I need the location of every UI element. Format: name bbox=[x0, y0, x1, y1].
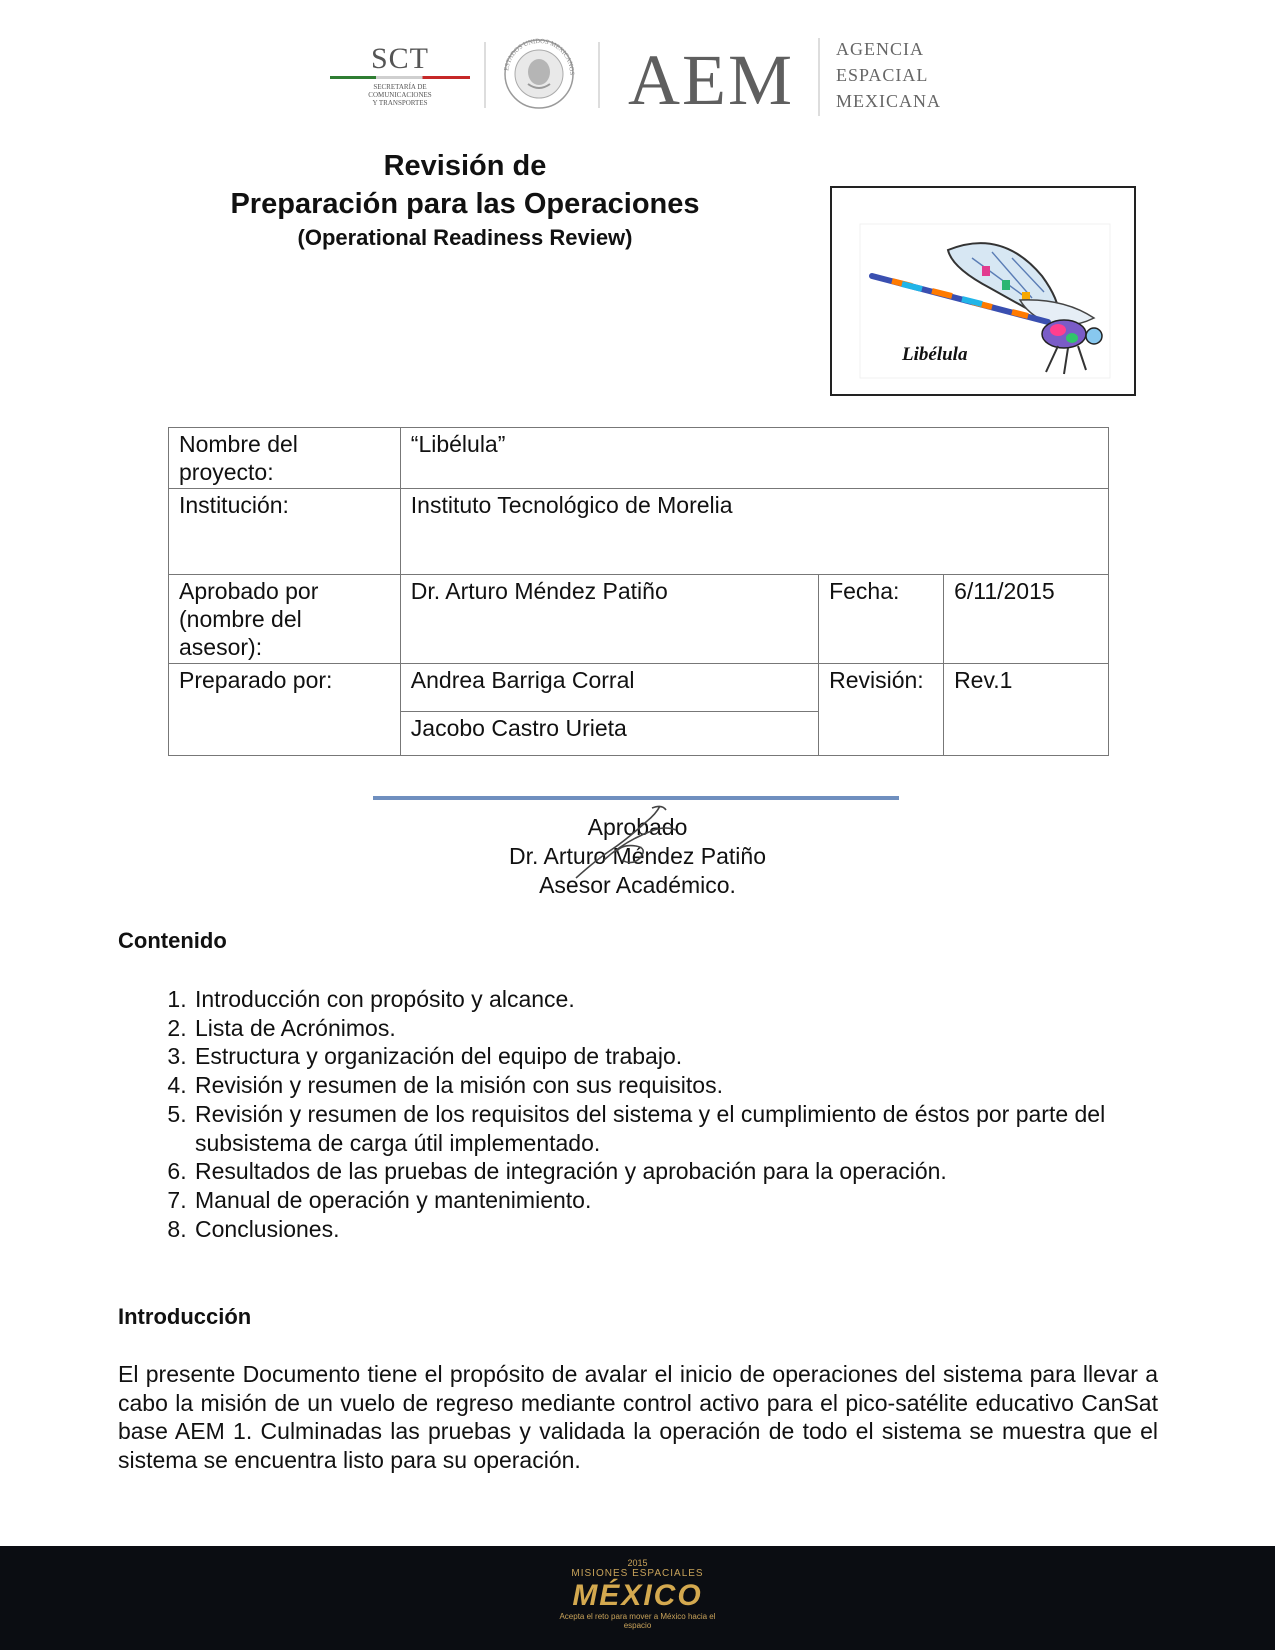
sct-logo-line-3: Y TRANSPORTES bbox=[372, 99, 428, 107]
aem-agency-name bbox=[836, 36, 941, 114]
table-row bbox=[169, 489, 1109, 575]
aem-agency-line-2: ESPACIAL bbox=[836, 65, 929, 85]
project-name-label: Nombre del proyecto: bbox=[169, 428, 401, 489]
aem-agency-line-1: AGENCIA bbox=[836, 39, 924, 59]
footer-main: MÉXICO bbox=[572, 1579, 703, 1612]
prepared-by-value-1: Andrea Barriga Corral bbox=[400, 664, 818, 712]
footer-tagline: Acepta el reto para mover a México hacia el espacio bbox=[559, 1612, 716, 1630]
list-item: 2. Lista de Acrónimos. bbox=[193, 1014, 1193, 1043]
misiones-espaciales-logo bbox=[545, 1558, 730, 1640]
date-value: 6/11/2015 bbox=[944, 575, 1109, 664]
sct-logo-mark: SCT bbox=[370, 42, 430, 75]
list-item: 5. Revisión y resumen de los requisitos del sistema y el cumplimiento de éstos por parte del subsistema de carga útil implementado. bbox=[193, 1100, 1193, 1157]
list-item: 4. Revisión y resumen de la misión con sus requisitos. bbox=[193, 1071, 1193, 1100]
table-row bbox=[169, 575, 1109, 664]
prepared-by-label: Preparado por: bbox=[169, 664, 401, 756]
list-item: 7. Manual de operación y mantenimiento. bbox=[193, 1186, 1193, 1215]
signature-approved: Aprobado bbox=[587, 814, 688, 840]
sct-logo-line-2: COMUNICACIONES bbox=[368, 91, 432, 99]
list-item: 6. Resultados de las pruebas de integración y aprobación para la operación. bbox=[193, 1157, 1193, 1186]
document-title-line-1: Revisión de bbox=[383, 150, 547, 182]
institution-label: Institución: bbox=[169, 489, 401, 575]
document-title-line-2: Preparación para las Operaciones bbox=[230, 188, 700, 220]
aem-agency-line-3: MEXICANA bbox=[836, 91, 941, 111]
introduction-heading: Introducción bbox=[118, 1304, 252, 1329]
revision-label: Revisión: bbox=[819, 664, 944, 756]
table-row bbox=[169, 664, 1109, 712]
approved-by-label: Aprobado por (nombre del asesor): bbox=[169, 575, 401, 664]
signature-role: Asesor Académico. bbox=[539, 872, 736, 898]
introduction-body: El presente Documento tiene el propósito de avalar el inicio de operaciones del sistema para llevar a cabo la misión de un vuelo de regreso mediante control activo para el pico-satélite educativo CanSat base AEM 1. Culminadas las pruebas y validada la operación de todo el sistema se muestra que el sistema se encuentra listo para su operación. bbox=[118, 1361, 1158, 1473]
footer-top-line: MISIONES ESPACIALES bbox=[571, 1568, 704, 1579]
project-info-table bbox=[168, 427, 1109, 756]
contents-heading: Contenido bbox=[118, 928, 227, 953]
project-name-value: “Libélula” bbox=[400, 428, 1108, 489]
institution-value: Instituto Tecnológico de Morelia bbox=[400, 489, 1108, 575]
footer-year: 2015 bbox=[627, 1558, 648, 1568]
document-subtitle: (Operational Readiness Review) bbox=[297, 225, 633, 250]
prepared-by-value-2: Jacobo Castro Urieta bbox=[400, 712, 818, 756]
approved-by-value: Dr. Arturo Méndez Patiño bbox=[400, 575, 818, 664]
sct-logo bbox=[330, 44, 470, 114]
project-logo bbox=[830, 186, 1136, 396]
mexican-seal-logo bbox=[498, 34, 580, 110]
header-divider bbox=[598, 42, 600, 108]
contents-list bbox=[150, 985, 1193, 1243]
header-divider bbox=[484, 42, 486, 108]
header-divider bbox=[818, 38, 820, 116]
signature-name: Dr. Arturo Méndez Patiño bbox=[509, 843, 766, 869]
table-row bbox=[169, 428, 1109, 489]
aem-logo-mark: AEM bbox=[628, 40, 794, 120]
project-logo-caption: Libélula bbox=[902, 344, 968, 365]
list-item: 1. Introducción con propósito y alcance. bbox=[193, 985, 1193, 1014]
sct-logo-line-1: SECRETARÍA DE bbox=[373, 83, 427, 91]
seal-text: ESTADOS UNIDOS MEXICANOS bbox=[503, 37, 576, 76]
date-label: Fecha: bbox=[819, 575, 944, 664]
list-item: 8. Conclusiones. bbox=[193, 1215, 1193, 1244]
list-item: 3. Estructura y organización del equipo de trabajo. bbox=[193, 1042, 1193, 1071]
handwritten-signature bbox=[556, 800, 706, 890]
revision-value: Rev.1 bbox=[944, 664, 1109, 756]
sct-logo-bar bbox=[330, 76, 470, 79]
